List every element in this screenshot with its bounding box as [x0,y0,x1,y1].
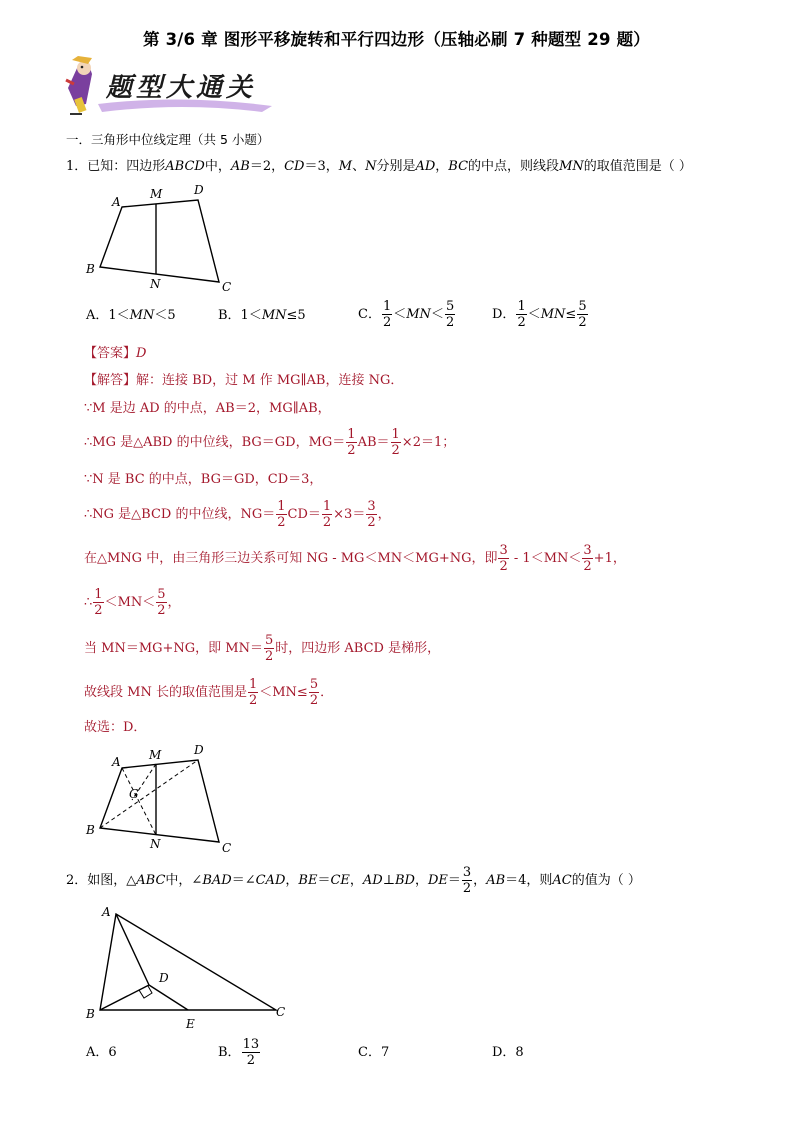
q2-option-c[interactable]: C．7 [358,1045,390,1060]
question-1-solution-figure [80,742,250,858]
fig2-label-a: A [112,755,121,769]
q2-option-d[interactable]: D．8 [492,1045,524,1060]
q1-solution-line-2: ∵M 是边 AD 的中点，AB＝2，MG∥AB， [84,401,331,416]
q1-solution-line-8: 当 MN＝MG+NG，即 MN＝ $\frac{5}{2}$ 时，四边形 ABCD 是梯形， [84,633,441,664]
fig2-label-g: G [129,787,139,801]
q1-option-b[interactable]: B．1＜MN≤5 [218,308,306,323]
question-1-stem: 1．已知：四边形ABCD中，AB＝2，CD＝3，M、N分别是AD，BC的中点，则线段MN的取值范围是（ ） [66,159,692,174]
fig3-label-e: E [186,1017,195,1031]
q1-solution-line-1: 【解答】解：连接 BD，过 M 作 MG∥AB，连接 NG． [84,373,404,388]
q1-option-c[interactable]: C． $\frac{1}{2}$ ＜MN＜ $\frac{5}{2}$ [358,299,455,330]
mascot-icon [66,56,92,114]
fig1-label-n: N [150,277,161,291]
q1-solution-line-6: 在△MNG 中，由三角形三边关系可知 NG - MG＜MN＜MG+NG，即 $\frac{3}{2}$ - 1＜MN＜ $\frac{3}{2}$ +1， [84,543,626,574]
fig1-label-d: D [194,183,204,197]
q1-solution-line-7: ∴ $\frac{1}{2}$ ＜MN＜ $\frac{5}{2}$ ， [84,587,181,618]
fig3-label-b: B [86,1007,95,1021]
q1-solution-line-5: ∴NG 是△BCD 的中位线，NG＝ $\frac{1}{2}$ CD＝ $\frac{1}{2}$ ×3＝ $\frac{3}{2}$ ， [84,499,391,530]
fig1-label-m: M [150,187,163,201]
q1-option-d[interactable]: D． $\frac{1}{2}$ ＜MN≤ $\frac{5}{2}$ [492,299,587,330]
banner-text: 题型大通关 [106,73,257,103]
fig1-label-b: B [86,262,95,276]
question-2-figure [82,900,292,1032]
question-2-stem: 2．如图，△ABC中，∠BAD＝∠CAD，BE＝CE，AD⊥BD，DE＝ $\frac{3}{2}$ ，AB＝4，则AC的值为（ ） [66,865,641,896]
q1-solution-line-9: 故线段 MN 长的取值范围是 $\frac{1}{2}$ ＜MN≤ $\frac{5}{2}$ ． [84,677,334,708]
section-heading-text: 一．三角形中位线定理（共 5 小题） [66,132,270,147]
banner-graphic [62,54,292,118]
fig1-label-a: A [112,195,121,209]
section-banner [62,54,292,118]
q1-solution-line-4: ∵N 是 BC 的中点，BG＝GD，CD＝3， [84,472,323,487]
q2-option-a[interactable]: A．6 [86,1045,117,1060]
fig3-label-d: D [159,971,169,985]
q1-solution-line-10: 故选：D． [84,720,147,735]
fig3-label-c: C [276,1005,286,1019]
q1-answer: 【答案】D [84,346,147,361]
fig2-label-b: B [86,823,95,837]
section-heading [66,130,269,150]
question-1-figure [80,180,250,300]
fig2-label-m: M [149,748,162,762]
fig3-label-a: A [102,905,111,919]
page-title: 第 3/6 章 图形平移旋转和平行四边形（压轴必刷 7 种题型 29 题） [142,30,651,49]
fig2-label-n: N [150,837,161,851]
q2-option-b[interactable]: B． $\frac{13}{2}$ [218,1037,260,1068]
q1-solution-line-3: ∴MG 是△ABD 的中位线，BG＝GD，MG＝ $\frac{1}{2}$ AB＝ $\frac{1}{2}$ ×2＝1； [84,427,456,458]
fig1-label-c: C [222,280,232,294]
fig2-label-d: D [194,743,204,757]
q1-option-a[interactable]: A．1＜MN＜5 [86,308,176,323]
fig2-label-c: C [222,841,232,855]
